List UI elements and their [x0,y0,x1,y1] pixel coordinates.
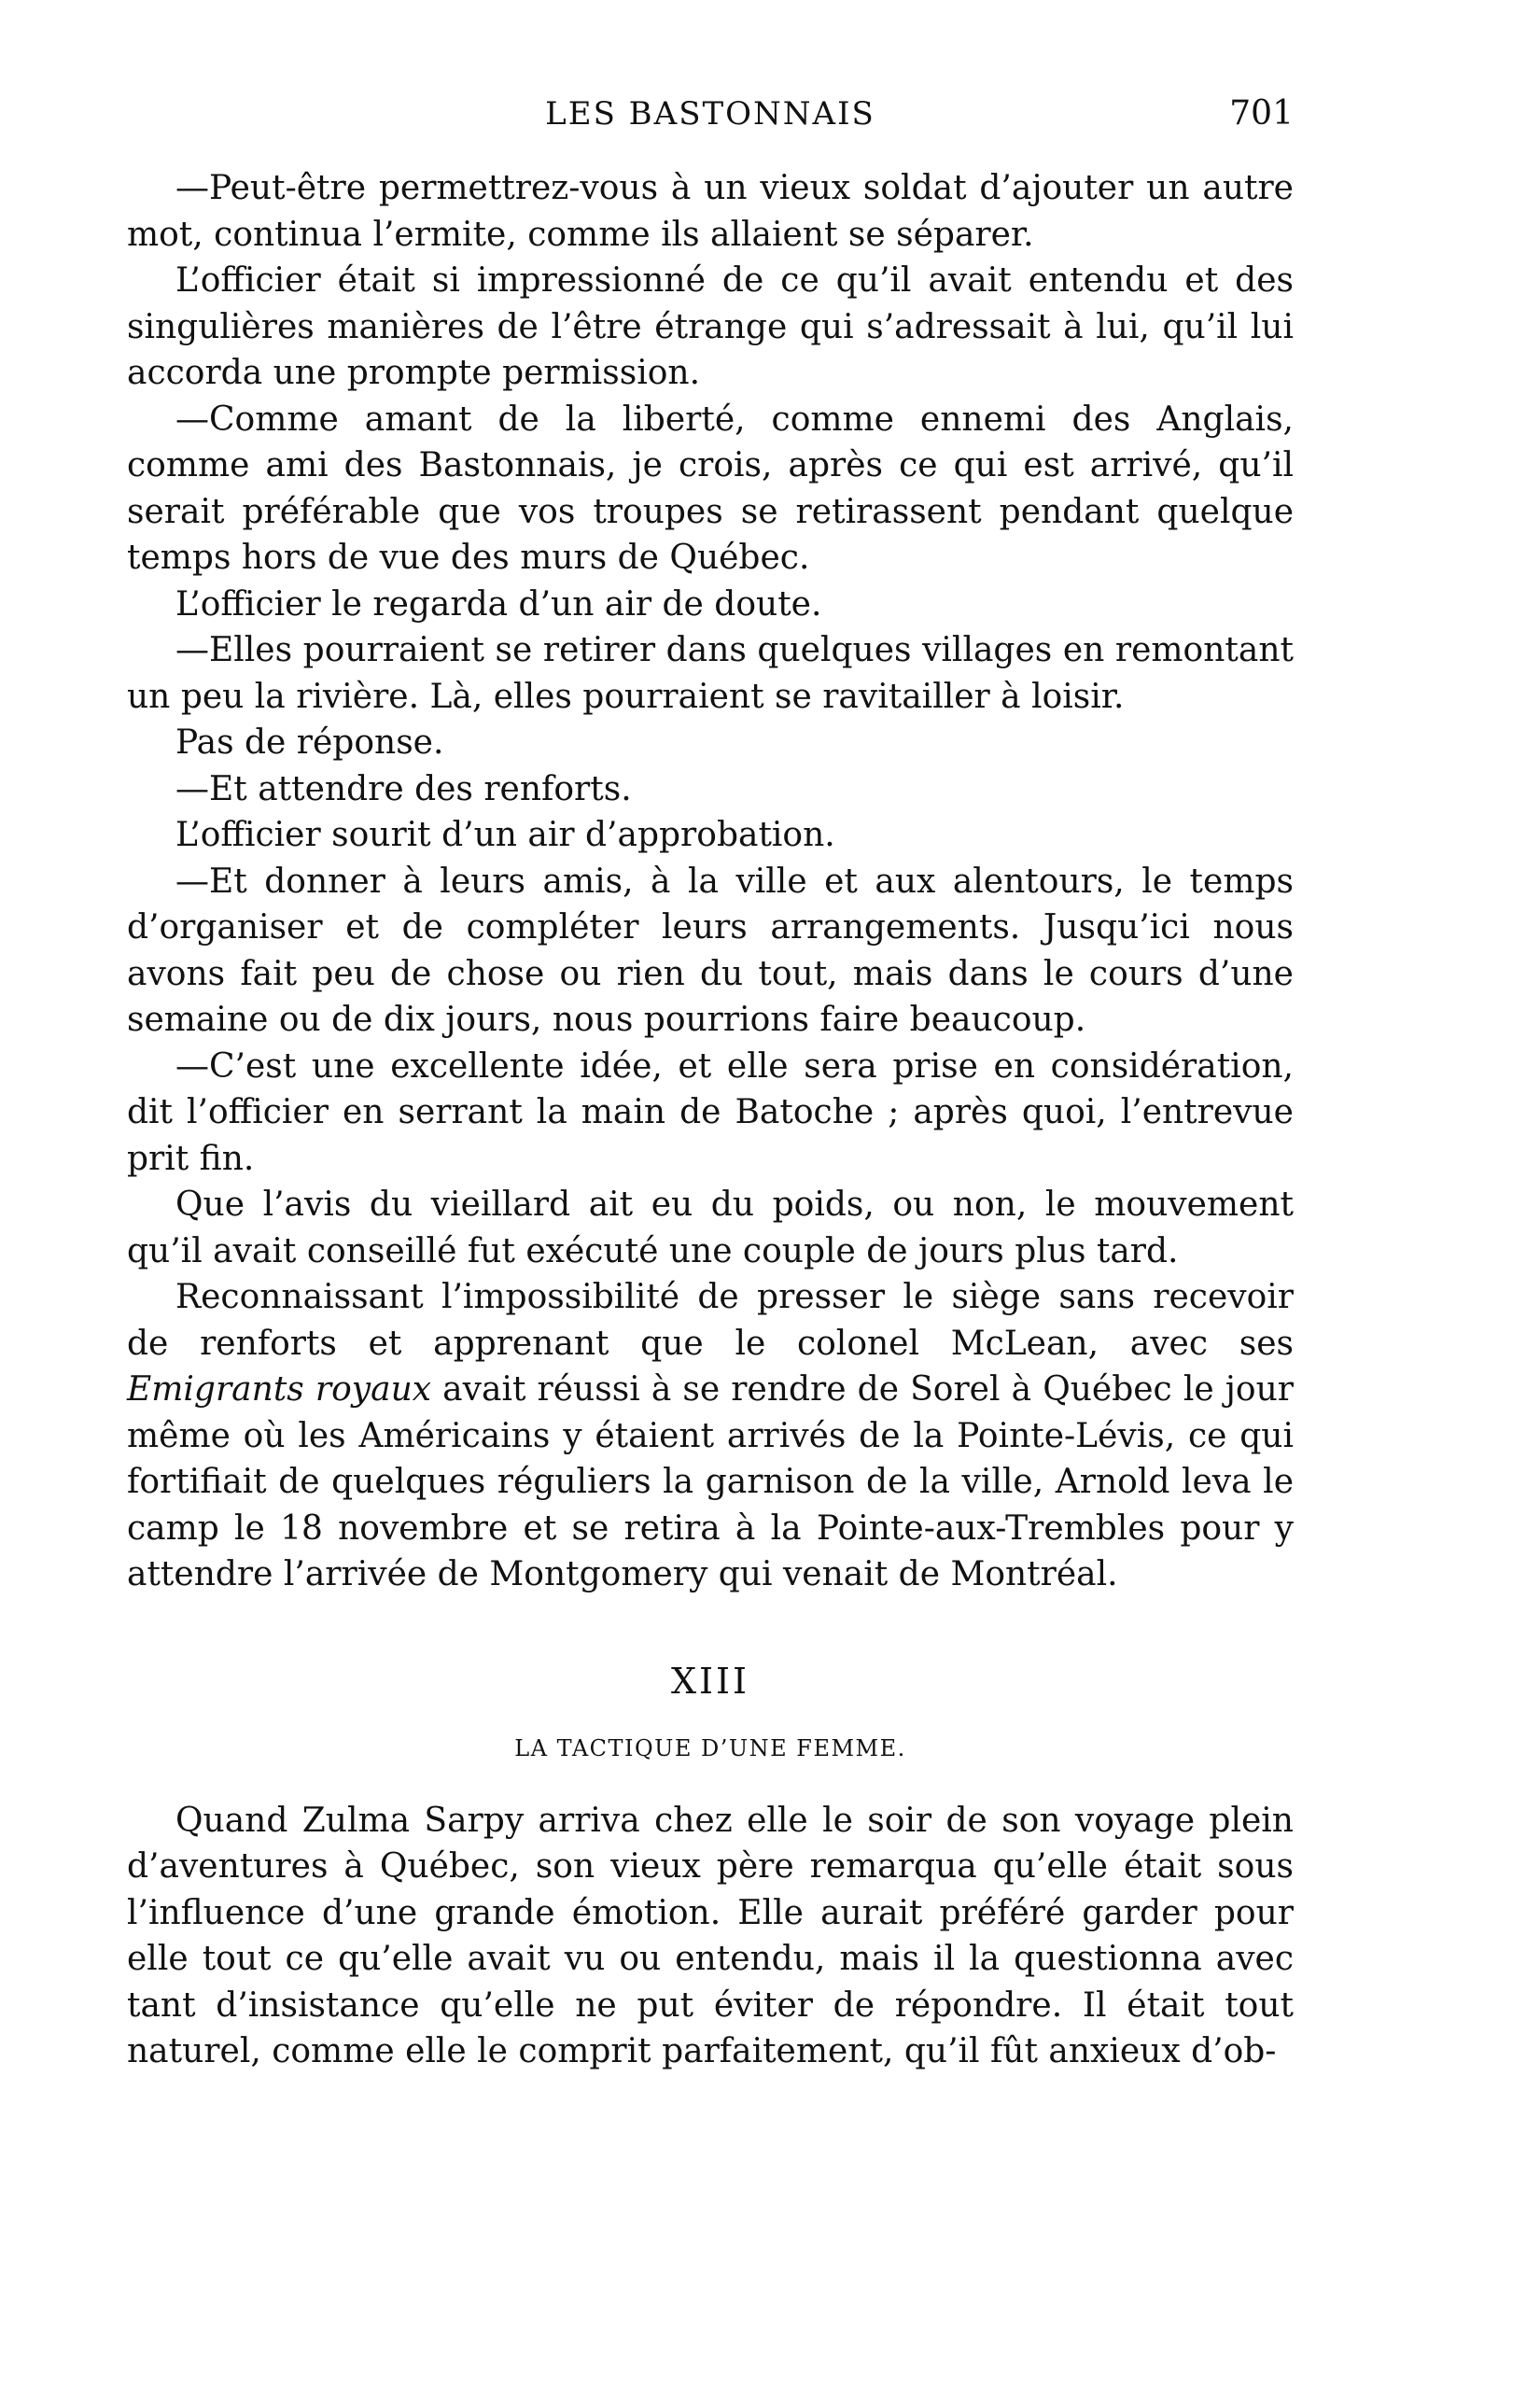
text-block [127,165,1294,2075]
paragraph: Pas de réponse. [175,723,444,762]
paragraph: —Elles pourraient se retirer dans quelques villages en remontant un peu la rivière. Là, elles pourraient se ravitailler à loisir. [127,631,1294,716]
paragraph: —Et donner à leurs amis, à la ville et aux alentours, le temps d’organiser et de compléter leurs arrangements. Jusqu’ici nous avons fait peu de chose ou rien du tout, mais dans le cours d’une semaine ou de dix jours, nous pourrions faire beaucoup. [127,862,1294,1039]
italic-phrase: Emigrants royaux [127,1370,432,1409]
paragraph-text-part1: Reconnaissant l’impossibilité de presser le siège sans recevoir de renforts et apprenant que le colonel McLean, avec ses [127,1278,1294,1363]
paragraph: L’officier était si impressionné de ce qu’il avait entendu et des singulières manières de l’être étrange qui s’adressait à lui, qu’il lui accorda une prompte permission. [127,261,1294,392]
chapter-opening-paragraph: Quand Zulma Sarpy arriva chez elle le soir de son voyage plein d’aventures à Québec, son vieux père remarqua qu’elle était sous l’influence d’une grande émotion. Elle aurait préféré garder pour elle tout ce qu’elle avait vu ou entendu, mais il la questionna avec tant d’insistance qu’elle ne put éviter de répondre. Il était tout naturel, comme elle le comprit parfaitement, qu’il fût anxieux d’ob- [127,1801,1294,2070]
running-title: LES BASTONNAIS [545,95,875,133]
paragraph: —Comme amant de la liberté, comme ennemi des Anglais, comme ami des Bastonnais, je crois, après ce qui est arrivé, qu’il serait préférable que vos troupes se retirassent pendant quelque temps hors de vue des murs de Québec. [127,400,1294,577]
paragraph: —C’est une excellente idée, et elle sera prise en considération, dit l’officier en serrant la main de Batoche ; après quoi, l’entrevue prit fin. [127,1046,1294,1178]
paragraph-with-italic [127,1274,1294,1598]
paragraph: —Peut-être permettrez-vous à un vieux soldat d’ajouter un autre mot, continua l’ermite, comme ils allaient se séparer. [127,169,1294,254]
paragraph: L’officier sourit d’un air d’approbation. [175,816,835,854]
chapter-title: LA TACTIQUE D’UNE FEMME. [514,1734,906,1761]
running-head [127,90,1294,138]
paragraph-text-part2: avait réussi à se rendre de Sorel à Québec le jour même où les Américains y étaient arrivés de la Pointe-Lévis, ce qui fortifiait de quelques réguliers la garnison de la ville, Arnold leva le camp le 18 novembre et se retira à la Pointe-aux-Trembles pour y attendre l’arrivée de Montgomery qui venait de Montréal. [127,1370,1294,1593]
paragraph: —Et attendre des renforts. [175,769,632,808]
chapter-number: XIII [670,1660,750,1702]
page-number: 701 [1229,94,1294,133]
paragraph: Que l’avis du vieillard ait eu du poids, ou non, le mouvement qu’il avait conseillé fut exécuté une couple de jours plus tard. [127,1185,1294,1270]
paragraph: L’officier le regarda d’un air de doute. [175,584,822,624]
